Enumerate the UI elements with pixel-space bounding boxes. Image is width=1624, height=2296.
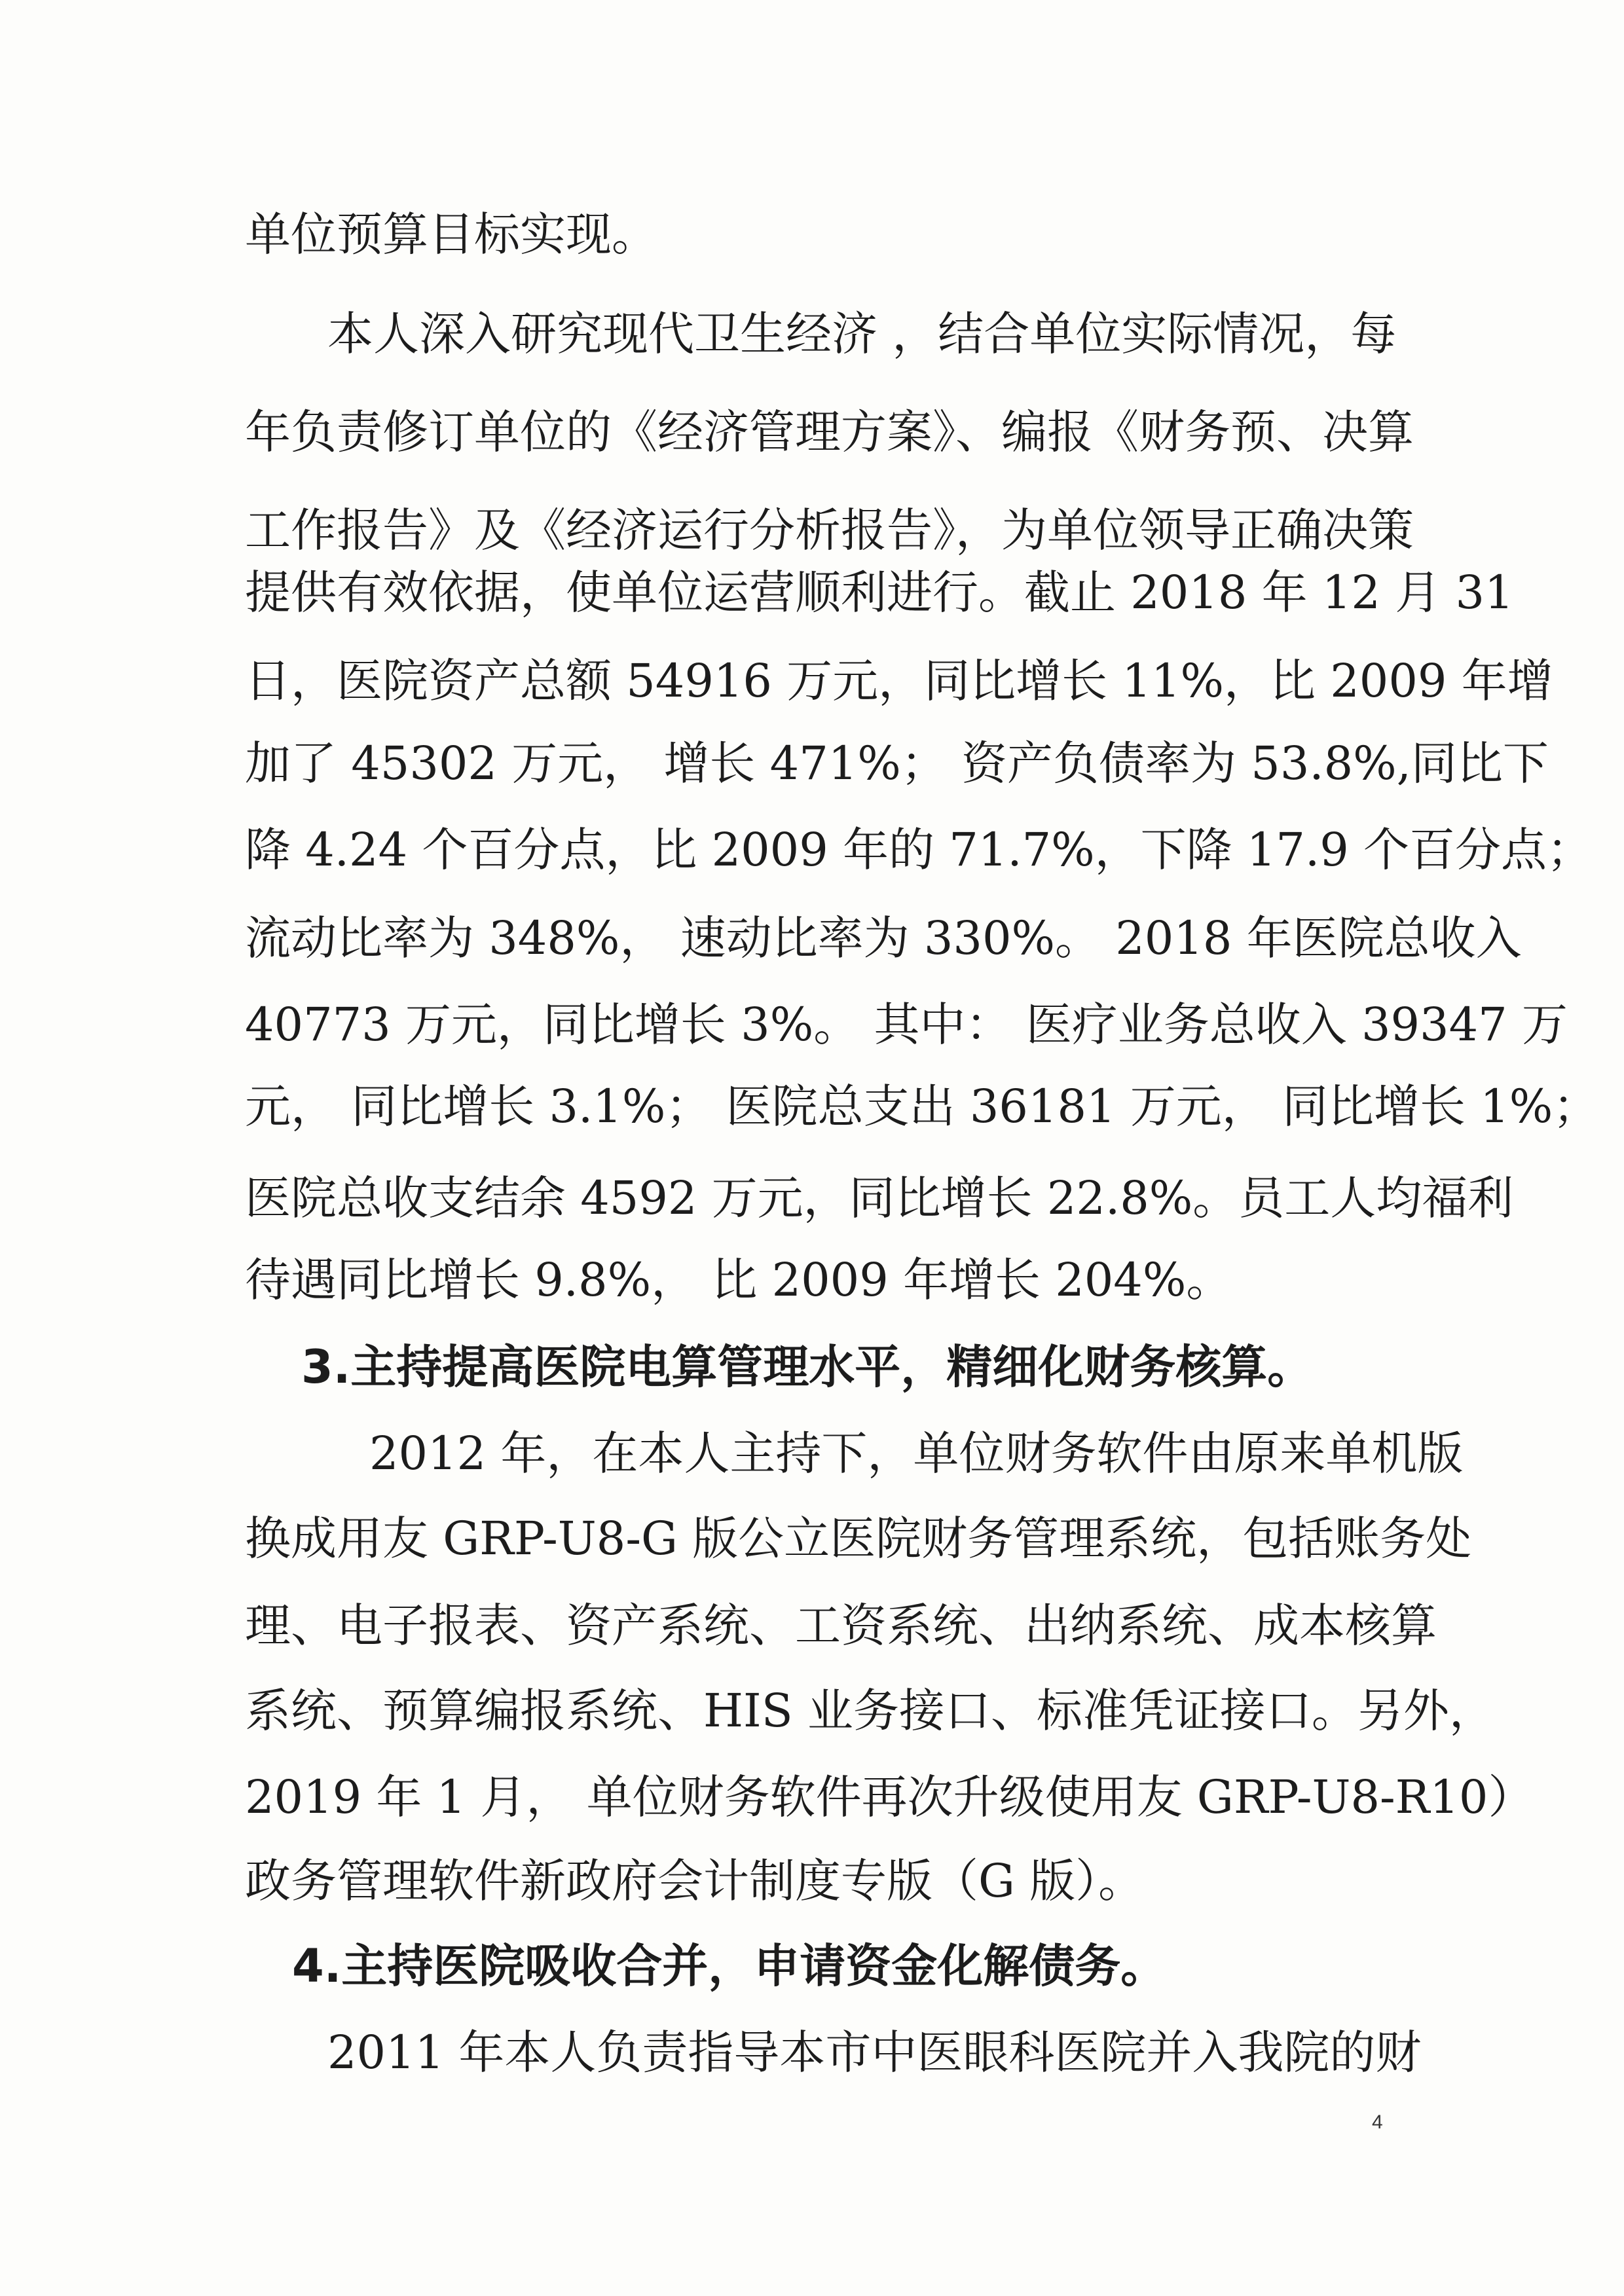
text-line-13: 待遇同比增长 9.8%， 比 2009 年增长 204%。 <box>245 1253 1232 1307</box>
text-line-9: 流动比率为 348%， 速动比率为 330%。 2018 年医院总收入 <box>245 911 1522 965</box>
text-line-19: 2019 年 1 月， 单位财务软件再次升级使用友 GRP-U8-R10） <box>245 1770 1534 1824</box>
paragraph-start-line: 本人深入研究现代卫生经济 ，结合单位实际情况，每 <box>327 307 1397 361</box>
section-heading-3: 3.主持提高医院电算管理水平，精细化财务核算。 <box>301 1340 1314 1394</box>
text-line-16: 换成用友 GRP-U8-G 版公立医院财务管理系统，包括账务处 <box>245 1512 1472 1565</box>
text-line-12: 医院总收支结余 4592 万元，同比增长 22.8%。员工人均福利 <box>245 1171 1514 1225</box>
paragraph-start-line: 2011 年本人负责指导本市中医眼科医院并入我院的财 <box>327 2026 1422 2079</box>
text-line-5: 提供有效依据，使单位运营顺利进行。截止 2018 年 12 月 31 <box>245 566 1514 619</box>
section-heading-4: 4.主持医院吸收合并，申请资金化解债务。 <box>292 1939 1167 1993</box>
text-line-3: 年负责修订单位的《经济管理方案》、编报《财务预、决算 <box>245 405 1414 459</box>
paragraph-start-line: 2012 年，在本人主持下，单位财务软件由原来单机版 <box>369 1427 1464 1480</box>
text-line-4: 工作报告》及《经济运行分析报告》，为单位领导正确决策 <box>245 503 1414 557</box>
text-line-8: 降 4.24 个百分点，比 2009 年的 71.7%，下降 17.9 个百分点； <box>245 823 1593 877</box>
text-line-17: 理、电子报表、资产系统、工资系统、出纳系统、成本核算 <box>245 1599 1437 1652</box>
text-line-20: 政务管理软件新政府会计制度专版（G 版）。 <box>245 1854 1145 1908</box>
text-line-1: 单位预算目标实现。 <box>245 208 657 261</box>
page-number: 4 <box>1372 2111 1383 2133</box>
text-line-6: 日，医院资产总额 54916 万元，同比增长 11%，比 2009 年增 <box>245 654 1553 708</box>
text-line-18: 系统、预算编报系统、HIS 业务接口、标准凭证接口。另外， <box>245 1684 1495 1738</box>
text-line-10: 40773 万元，同比增长 3%。 其中： 医疗业务总收入 39347 万 <box>245 998 1568 1051</box>
text-line-7: 加了 45302 万元， 增长 471%； 资产负债率为 53.8%,同比下 <box>245 737 1549 790</box>
text-line-11: 元， 同比增长 3.1%； 医院总支出 36181 万元， 同比增长 1%； <box>245 1080 1599 1133</box>
